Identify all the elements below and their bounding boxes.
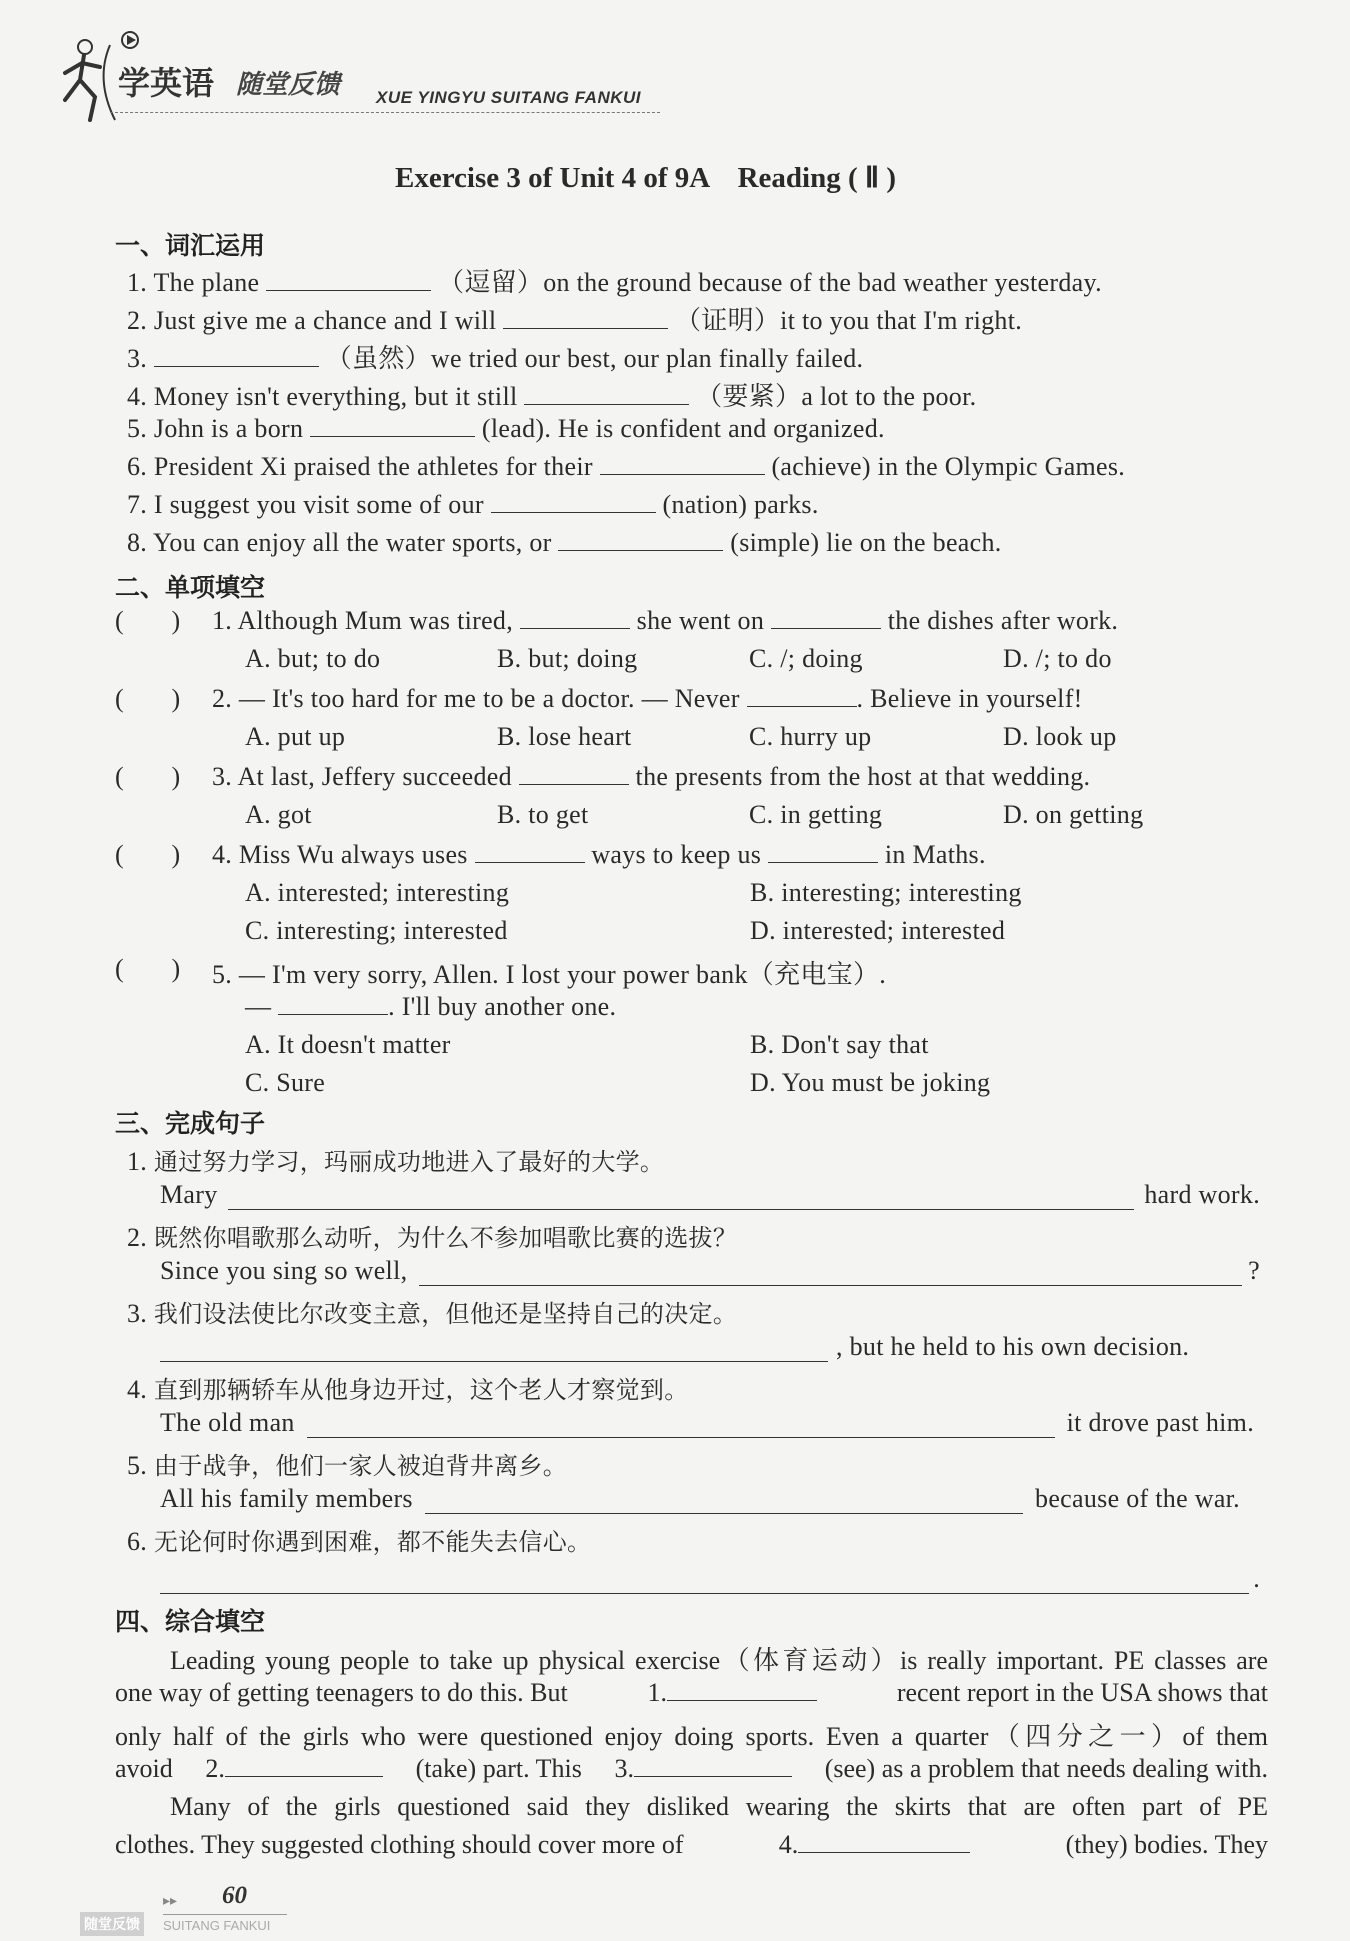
answer-bracket[interactable]: ( ) bbox=[115, 606, 181, 635]
page-title: Exercise 3 of Unit 4 of 9A Reading ( Ⅱ ) bbox=[395, 162, 897, 194]
vocab-item: 7. I suggest you visit some of our (nation) parks. bbox=[127, 490, 819, 519]
answer-bracket[interactable]: ( ) bbox=[115, 762, 181, 791]
cloze-line: Many of the girls questioned said they disliked wearing the skirts that are often part of PE bbox=[170, 1792, 1268, 1821]
answer-blank[interactable] bbox=[600, 452, 765, 475]
vocab-item: 8. You can enjoy all the water sports, or (simple) lie on the beach. bbox=[127, 528, 1002, 557]
option[interactable]: B. interesting; interesting bbox=[750, 878, 1022, 907]
choice-question: 4. Miss Wu always uses ways to keep us in Maths. bbox=[212, 840, 986, 869]
answer-blank[interactable] bbox=[520, 606, 630, 629]
sentence-prompt: 2. 既然你唱歌那么动听，为什么不参加唱歌比赛的选拔？ bbox=[127, 1223, 738, 1252]
answer-line[interactable] bbox=[307, 1413, 1055, 1438]
answer-blank[interactable] bbox=[558, 528, 723, 551]
cloze-blank[interactable] bbox=[798, 1830, 970, 1853]
option[interactable]: D. /; to do bbox=[1003, 644, 1112, 673]
section-heading-choice: 二、单项填空 bbox=[115, 573, 266, 602]
choice-question: 3. At last, Jeffery succeeded the presents from the host at that wedding. bbox=[212, 762, 1091, 791]
cloze-blank[interactable] bbox=[667, 1678, 817, 1701]
vocab-item: 5. John is a born (lead). He is confident and organized. bbox=[127, 414, 885, 443]
header-title: 学英语 bbox=[118, 64, 215, 102]
sentence-line: , but he held to his own decision. bbox=[160, 1332, 1250, 1362]
answer-blank[interactable] bbox=[768, 840, 878, 863]
sentence-line: Mary hard work. bbox=[160, 1180, 1260, 1209]
arrow-icon: ▸▸ bbox=[163, 1893, 178, 1909]
choice-question: 2. — It's too hard for me to be a doctor. — Never . Believe in yourself! bbox=[212, 684, 1083, 713]
option[interactable]: B. lose heart bbox=[497, 722, 632, 751]
choice-question: 5. — I'm very sorry, Allen. I lost your power bank（充电宝）. bbox=[212, 960, 887, 989]
sentence-prompt: 1. 通过努力学习，玛丽成功地进入了最好的大学。 bbox=[127, 1147, 665, 1176]
option[interactable]: A. interested; interesting bbox=[245, 878, 510, 907]
option[interactable]: A. It doesn't matter bbox=[245, 1030, 451, 1059]
option[interactable]: B. but; doing bbox=[497, 644, 638, 673]
answer-blank[interactable] bbox=[747, 684, 857, 707]
choice-question: 1. Although Mum was tired, she went on the dishes after work. bbox=[212, 606, 1119, 635]
option[interactable]: C. hurry up bbox=[749, 722, 872, 751]
cloze-blank[interactable] bbox=[634, 1754, 792, 1777]
sentence-prompt: 3. 我们设法使比尔改变主意，但他还是坚持自己的决定。 bbox=[127, 1299, 738, 1328]
cloze-line: one way of getting teenagers to do this. But 1. recent report in the USA shows that bbox=[115, 1678, 1268, 1707]
choice-question-reply: — . I'll buy another one. bbox=[245, 992, 617, 1021]
footer-label-en: SUITANG FANKUI bbox=[163, 1918, 271, 1933]
header-divider bbox=[110, 112, 660, 113]
footer-label: 随堂反馈 bbox=[80, 1912, 144, 1936]
sentence-prompt: 5. 由于战争，他们一家人被迫背井离乡。 bbox=[127, 1451, 568, 1480]
answer-line[interactable] bbox=[160, 1337, 828, 1362]
option[interactable]: C. Sure bbox=[245, 1068, 326, 1097]
vocab-item: 1. The plane （逗留）on the ground because of the bad weather yesterday. bbox=[127, 268, 1102, 297]
option[interactable]: C. in getting bbox=[749, 800, 883, 829]
answer-blank[interactable] bbox=[475, 840, 585, 863]
sentence-line: All his family members because of the war. bbox=[160, 1484, 1240, 1513]
answer-blank[interactable] bbox=[524, 382, 689, 405]
option[interactable]: D. interested; interested bbox=[750, 916, 1006, 945]
vocab-item: 4. Money isn't everything, but it still （要紧）a lot to the poor. bbox=[127, 382, 977, 411]
answer-blank[interactable] bbox=[310, 414, 475, 437]
answer-blank[interactable] bbox=[266, 268, 431, 291]
section-heading-vocab: 一、词汇运用 bbox=[115, 231, 266, 260]
option[interactable]: B. to get bbox=[497, 800, 589, 829]
option[interactable]: C. /; doing bbox=[749, 644, 863, 673]
header-subtitle: 随堂反馈 bbox=[236, 70, 341, 100]
sentence-line: The old man it drove past him. bbox=[160, 1408, 1254, 1437]
answer-line[interactable] bbox=[425, 1489, 1023, 1514]
sentence-line: Since you sing so well, ? bbox=[160, 1256, 1260, 1285]
option[interactable]: A. put up bbox=[245, 722, 346, 751]
answer-blank[interactable] bbox=[503, 306, 668, 329]
vocab-item: 2. Just give me a chance and I will （证明）it to you that I'm right. bbox=[127, 306, 1023, 335]
vocab-item: 3. （虽然）we tried our best, our plan finally failed. bbox=[127, 344, 864, 373]
answer-blank[interactable] bbox=[771, 606, 881, 629]
answer-line[interactable] bbox=[419, 1261, 1242, 1286]
vocab-item: 6. President Xi praised the athletes for their (achieve) in the Olympic Games. bbox=[127, 452, 1126, 481]
option[interactable]: D. on getting bbox=[1003, 800, 1144, 829]
answer-bracket[interactable]: ( ) bbox=[115, 840, 181, 869]
answer-blank[interactable] bbox=[491, 490, 656, 513]
option[interactable]: A. but; to do bbox=[245, 644, 381, 673]
option[interactable]: B. Don't say that bbox=[750, 1030, 929, 1059]
sentence-line: . bbox=[160, 1564, 1260, 1594]
cloze-line: Leading young people to take up physical exercise（体育运动）is really important. PE classes are bbox=[170, 1646, 1268, 1675]
cloze-blank[interactable] bbox=[225, 1754, 383, 1777]
answer-blank[interactable] bbox=[154, 344, 319, 367]
sentence-prompt: 4. 直到那辆轿车从他身边开过，这个老人才察觉到。 bbox=[127, 1375, 689, 1404]
answer-blank[interactable] bbox=[519, 762, 629, 785]
section-heading-cloze: 四、综合填空 bbox=[115, 1607, 266, 1636]
footer-rule bbox=[163, 1914, 287, 1915]
answer-bracket[interactable]: ( ) bbox=[115, 684, 181, 713]
sentence-prompt: 6. 无论何时你遇到困难，都不能失去信心。 bbox=[127, 1527, 592, 1556]
cloze-line: only half of the girls who were questioned enjoy doing sports. Even a quarter（四分之一）of them bbox=[115, 1722, 1268, 1751]
cloze-line: avoid 2. (take) part. This 3. (see) as a problem that needs dealing with. bbox=[115, 1754, 1268, 1783]
answer-line[interactable] bbox=[228, 1185, 1135, 1210]
option[interactable]: D. You must be joking bbox=[750, 1068, 991, 1097]
cloze-line: clothes. They suggested clothing should cover more of 4. (they) bodies. They bbox=[115, 1830, 1268, 1859]
option[interactable]: A. got bbox=[245, 800, 312, 829]
option[interactable]: D. look up bbox=[1003, 722, 1117, 751]
page-number: 60 bbox=[222, 1882, 247, 1909]
section-heading-sentences: 三、完成句子 bbox=[115, 1109, 266, 1138]
option[interactable]: C. interesting; interested bbox=[245, 916, 508, 945]
header-pinyin: XUE YINGYU SUITANG FANKUI bbox=[376, 88, 642, 107]
answer-line[interactable] bbox=[160, 1569, 1249, 1594]
answer-blank[interactable] bbox=[278, 992, 388, 1015]
answer-bracket[interactable]: ( ) bbox=[115, 954, 181, 983]
